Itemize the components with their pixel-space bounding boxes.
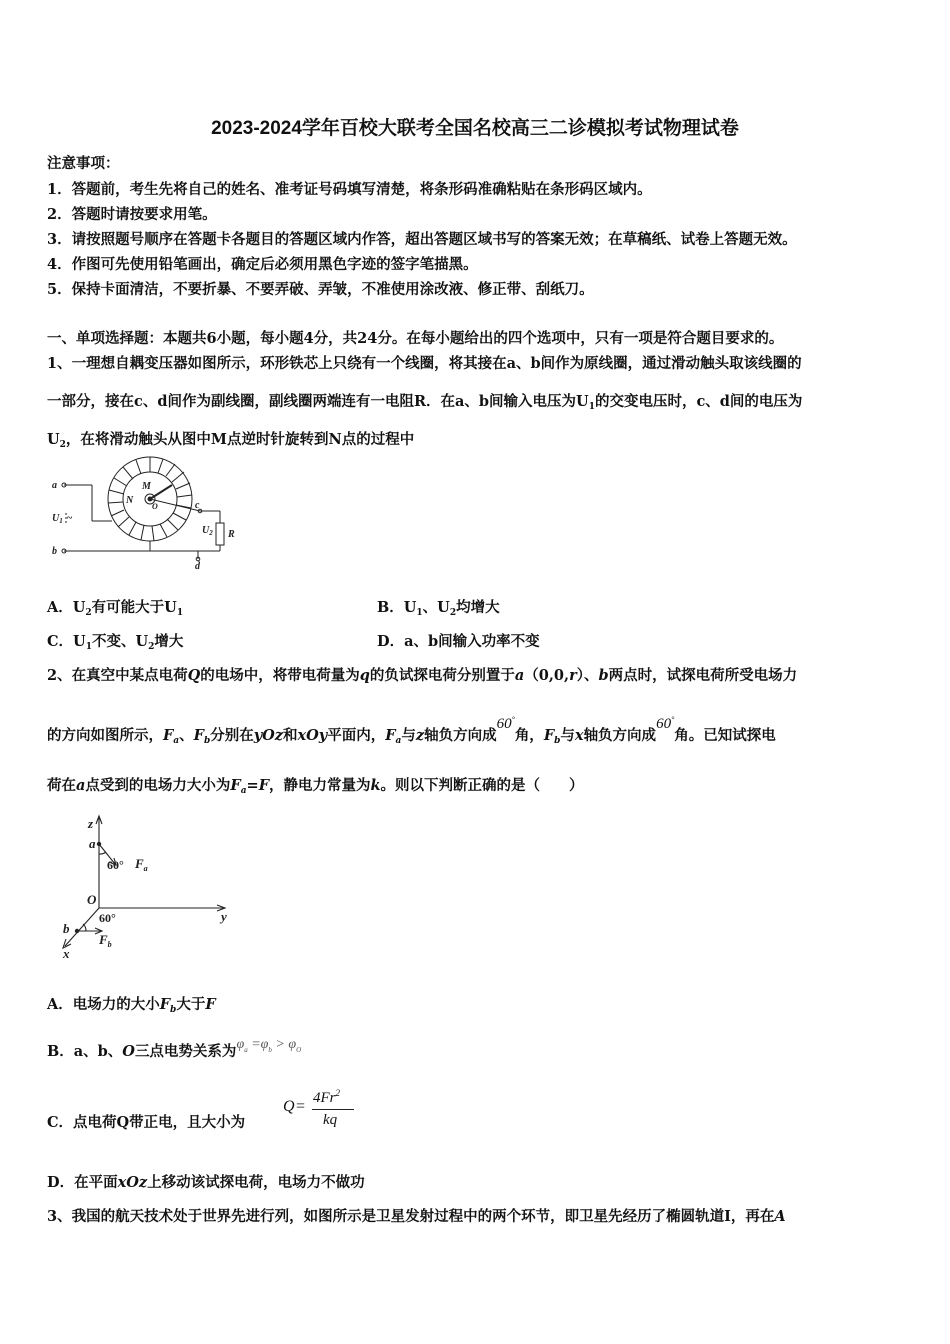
q2-option-c[interactable] [47, 1111, 245, 1132]
q1-line3 [47, 428, 414, 450]
slider-arm [150, 485, 172, 499]
q2-text: ，静电力常量为 [269, 777, 371, 794]
transformer-figure [50, 455, 250, 573]
notice-item: 2．答题时请按要求用笔。 [47, 206, 217, 223]
opt-sub: b [170, 1005, 177, 1015]
angle-arc-b [83, 924, 86, 931]
opt-sub: 2 [449, 608, 457, 618]
q2-line2 [47, 715, 776, 746]
x-axis [65, 908, 99, 946]
q3-var: A [774, 1208, 786, 1225]
fa-label [134, 856, 148, 873]
q2-text: 分别在 [210, 727, 254, 744]
point-b [75, 929, 79, 933]
q1-option-d[interactable]: D．a、b间输入功率不变 [377, 633, 540, 650]
q2-var: r [569, 667, 577, 684]
opt-text: 有可能大于U [91, 599, 177, 616]
opt-text: A．U [47, 599, 86, 616]
q2-var: F [163, 727, 174, 744]
fb-label-main: F [99, 932, 108, 947]
label-a: a [52, 480, 57, 491]
q2-sub: b [554, 736, 561, 746]
point-b-label: b [63, 921, 70, 936]
phi-sub: O [296, 1045, 302, 1054]
label-b: b [52, 546, 57, 557]
q2-option-b[interactable] [47, 1037, 302, 1062]
opt-text: 上移动该试探电荷，电场力不做功 [147, 1174, 365, 1191]
opt-text: 均增大 [456, 599, 500, 616]
label-U2-main: U [202, 525, 210, 536]
q2-var: k [370, 777, 381, 794]
phi-gt: > φ [271, 1037, 297, 1052]
label-R: R [228, 529, 235, 540]
label-U2-sub: 2 [209, 529, 213, 537]
q2-var: F [258, 777, 269, 794]
q2-text: = [246, 777, 259, 794]
q1-line2-end: 的交变电压时，c、d间的电压为 [594, 393, 803, 410]
q2-text: 角， [514, 727, 544, 744]
opt-text: A．电场力的大小 [47, 996, 160, 1013]
q2-var: a [76, 777, 86, 794]
label-c: c [195, 500, 200, 511]
opt-text: B．a、b、 [47, 1043, 123, 1060]
q2-text: 与 [401, 727, 416, 744]
point-a [97, 842, 101, 846]
q2-var: x [574, 727, 584, 744]
q2-text: 轴负方向成 [424, 727, 497, 744]
label-U2 [202, 525, 213, 537]
label-U1-sub: 1 [59, 517, 63, 525]
label-tilde: ~ [67, 513, 73, 524]
q2-text: 的方向如图所示， [47, 727, 163, 744]
q2-line1 [47, 664, 797, 685]
opt-var: F [205, 996, 216, 1013]
label-M: M [142, 481, 151, 492]
opt-sub: 2 [148, 642, 155, 652]
label-U1 [52, 513, 63, 525]
q2-text: 与 [560, 727, 575, 744]
opt-text: C．点电荷Q带正电，且大小为 [47, 1114, 246, 1131]
fraction-bar [312, 1109, 354, 1110]
q2-sub: a [173, 736, 180, 746]
angle-value: 60 [496, 716, 512, 732]
opt-text: 增大 [154, 633, 184, 650]
q3-text: 3、我国的航天技术处于世界先进行列，如图所示是卫星发射过程中的两个环节，即卫星先经历了椭圆轨道Ⅰ，再在 [47, 1208, 775, 1225]
q1-option-c[interactable] [47, 630, 183, 652]
q1-option-a[interactable] [47, 596, 183, 618]
q2-option-d[interactable] [47, 1171, 365, 1192]
q2-text: 和 [283, 727, 298, 744]
label-N: N [126, 495, 134, 506]
angle-deg: ° [511, 715, 515, 724]
q1-line1: 1、一理想自耦变压器如图所示，环形铁芯上只绕有一个线圈，将其接在a、b间作为原线圈，通过滑动触头取该线圈的 [47, 355, 802, 372]
q2-var: b [598, 667, 609, 684]
q2-text: ）、 [576, 667, 599, 684]
q1-line2-text: 一部分，接在c、d间作为副线圈，副线圈两端连有一电阻R．在a、b间输入电压为U [47, 393, 589, 410]
q2-var: q [359, 667, 370, 684]
q2-var: F [385, 727, 396, 744]
q1-line3-end: ，在将滑动触头从图中M点逆时针旋转到N点的过程中 [65, 431, 415, 448]
q2-text: 荷在 [47, 777, 76, 794]
origin-label: O [87, 892, 97, 907]
q2-text: （0,0, [524, 667, 570, 684]
q2-text: 轴负方向成 [583, 727, 657, 744]
notice-item: 5．保持卡面清洁，不要折暴、不要弄破、弄皱，不准使用涂改液、修正带、刮纸刀。 [47, 281, 594, 298]
opt-sub: 2 [85, 608, 92, 618]
axis-x-label: x [63, 946, 70, 961]
notice-item: 1．答题前，考生先将自己的姓名、准考证号码填写清楚，将条形码准确粘贴在条形码区域内。 [47, 181, 652, 198]
notice-heading: 注意事项： [47, 155, 120, 172]
opt-text: D．在平面 [47, 1174, 118, 1191]
notice-item: 4．作图可先使用铅笔画出，确定后必须用黑色字迹的签字笔描黑。 [47, 256, 478, 273]
axes-figure [55, 808, 245, 963]
opt-text: C．U [47, 633, 86, 650]
notice-item: 3．请按照题号顺序在答题卡各题目的答题区域内作答，超出答题区域书写的答案无效；在草稿纸、试卷上答题无效。 [47, 231, 797, 248]
fa-label-sub: a [143, 864, 148, 873]
q2-text: 、 [179, 727, 194, 744]
q2-text: 。则以下判断正确的是（ ） [380, 777, 584, 794]
opt-sub: 1 [176, 608, 184, 618]
q3-line1 [47, 1205, 786, 1226]
q1-line3-sub: 2 [59, 440, 66, 450]
label-U1-main: U [52, 513, 60, 524]
opt-text: 、U [422, 599, 450, 616]
phi-eq: =φ [247, 1037, 269, 1052]
q2-var: a [514, 667, 525, 684]
q2-line3 [47, 774, 584, 796]
opt-text: 不变、U [91, 633, 149, 650]
q2-var: xOy [297, 727, 328, 744]
q2-sub: b [203, 736, 211, 746]
q1-line2-sub: 1 [588, 402, 595, 412]
opt-var: F [159, 996, 171, 1013]
section-heading: 一、单项选择题：本题共6小题，每小题4分，共24分。在每小题给出的四个选项中，只有一项是符合题目要求的。 [47, 330, 784, 347]
axis-y-label: y [221, 909, 227, 924]
q2-var: F [193, 727, 204, 744]
q2-text: 点受到的电场力大小为 [85, 777, 231, 794]
formula-num-text: 4Fr [313, 1090, 336, 1106]
formula-pow: 2 [335, 1088, 340, 1098]
opt-var: O [122, 1043, 135, 1060]
opt-var: xOz [117, 1174, 148, 1191]
opt-text: 大于 [176, 996, 206, 1013]
angle-a-label: 60° [107, 858, 124, 872]
q2-var: F [543, 727, 555, 744]
opt-sub: 1 [416, 608, 423, 618]
fb-label [98, 932, 112, 949]
phi-sub: b [268, 1045, 272, 1054]
q2-sub: a [240, 786, 247, 796]
q2-text: 2、在真空中某点电荷 [47, 667, 188, 684]
opt-text: B．U [377, 599, 417, 616]
q2-text: 平面内， [327, 727, 386, 744]
opt-text: 三点电势关系为 [134, 1043, 237, 1060]
label-d: d [195, 561, 200, 572]
formula-den: kq [323, 1112, 338, 1128]
angle-b-label: 60° [99, 911, 116, 925]
q2-text: 的负试探电荷分别置于 [369, 667, 515, 684]
angle-arc-a [99, 852, 106, 854]
q2-text: 角。已知试探电 [674, 727, 776, 744]
formula-q: Q [283, 1098, 295, 1115]
q2-sub: a [395, 736, 402, 746]
label-O: O [152, 502, 158, 511]
q2-var: z [415, 727, 425, 744]
q2-var: F [230, 777, 241, 794]
phi-sub: a [244, 1045, 248, 1054]
page-title: 2023-2024学年百校大联考全国名校高三二诊模拟考试物理试卷 [211, 118, 739, 139]
q2-option-a[interactable] [47, 993, 216, 1015]
q2-text: 两点时，试探电荷所受电场力 [608, 667, 798, 684]
q2-var: Q [187, 667, 201, 684]
q1-line2 [47, 390, 802, 412]
formula-num [313, 1088, 340, 1107]
point-a-label: a [89, 836, 96, 851]
q1-line3-start: U [47, 431, 60, 448]
q2-var: yOz [253, 727, 284, 744]
q2-text: 的电场中，将带电荷量为 [200, 667, 360, 684]
opt-sub: 1 [85, 642, 92, 652]
fa-label-main: F [135, 856, 144, 871]
axis-z-label: z [88, 816, 94, 831]
angle-deg: ° [671, 715, 675, 724]
fb-label-sub: b [107, 940, 112, 949]
formula-eq: = [296, 1098, 306, 1115]
q1-option-b[interactable] [377, 596, 500, 618]
angle-value: 60 [656, 716, 672, 732]
phi: φ [236, 1037, 245, 1052]
